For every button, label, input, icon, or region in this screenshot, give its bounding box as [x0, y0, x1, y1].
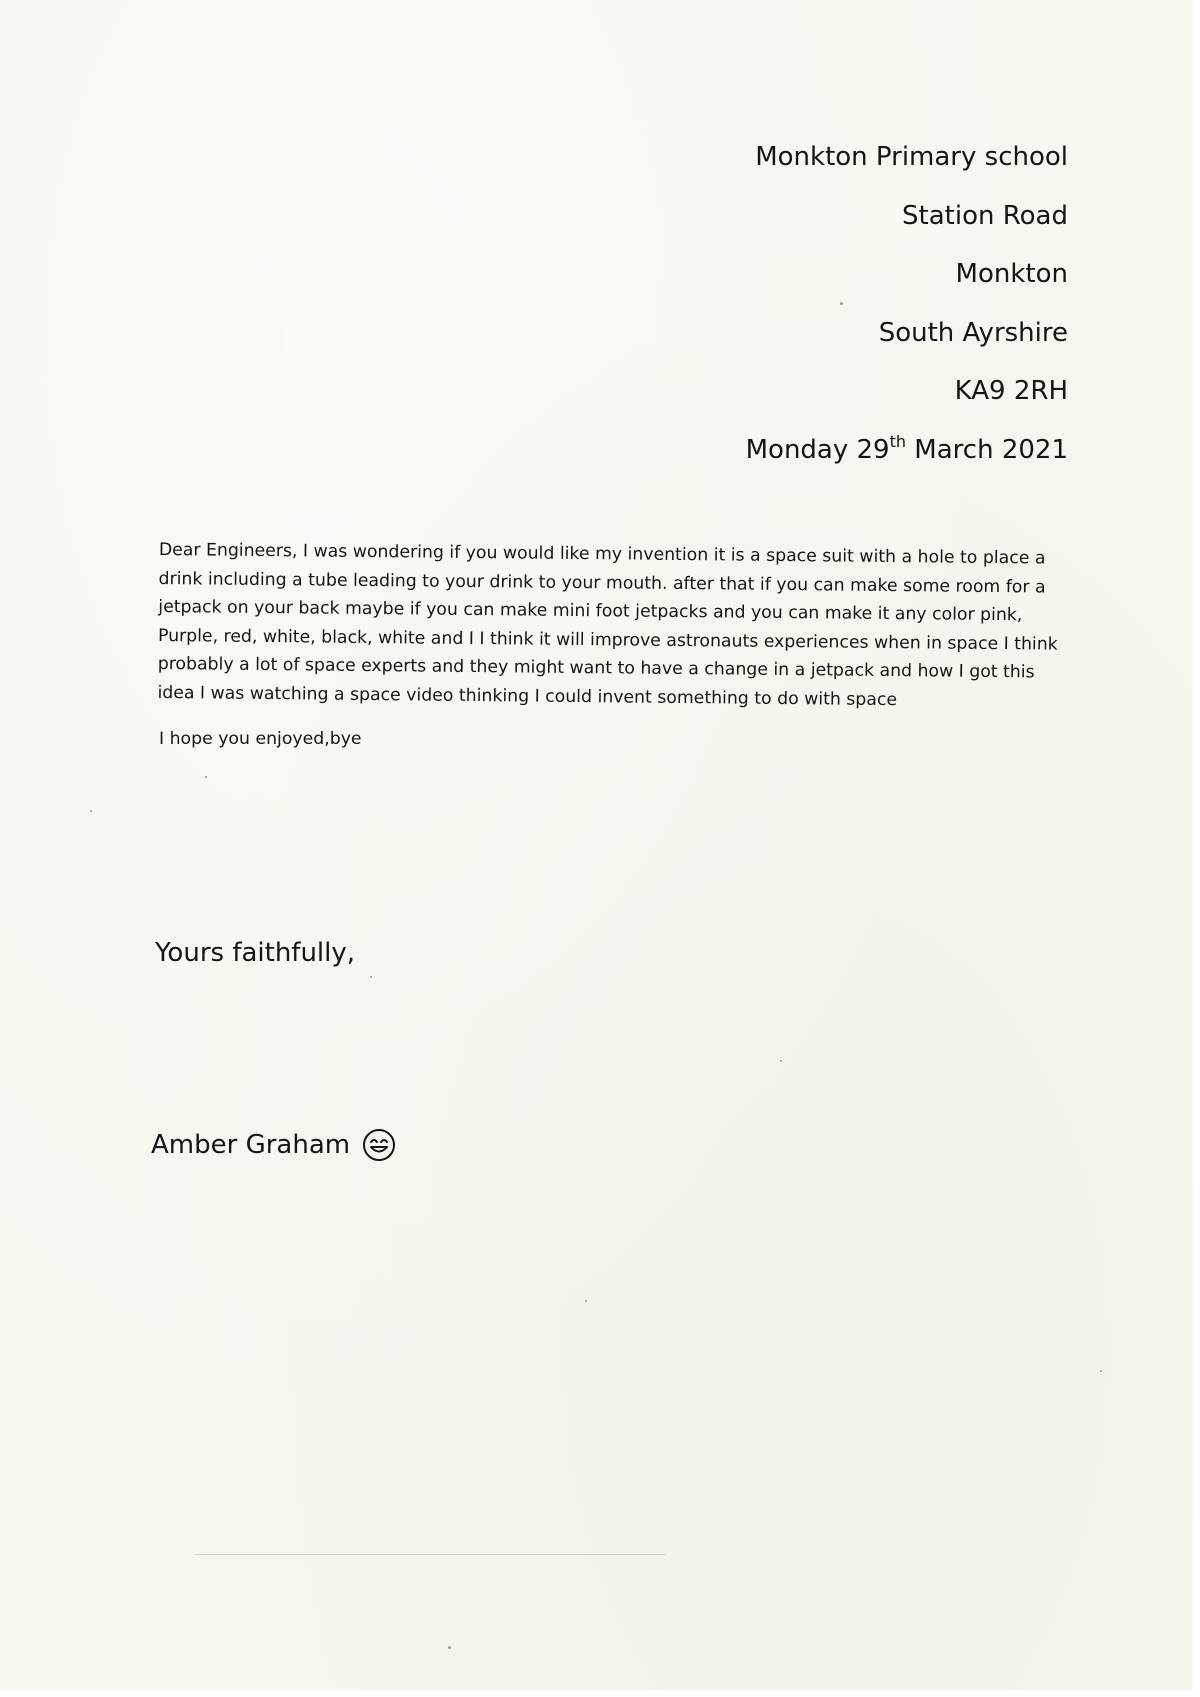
region-line: South Ayrshire: [878, 317, 1068, 348]
date-suffix: th: [889, 431, 907, 451]
date-rest: March 2021: [906, 434, 1068, 465]
signature-name: Amber Graham: [151, 1130, 351, 1160]
paper-speck: [780, 1060, 782, 1062]
paper-speck: [90, 810, 92, 812]
paper-speck: [840, 302, 843, 305]
letter-body: Dear Engineers, I was wondering if you would like my invention it is a space suit with a hole to place a drink including a tube leading to your drink to your mouth. after that if you can make some room for a jetpack on your back maybe if you can make mini foot jetpacks and you can make it any color pink, Purple, red, white, black, white and I I think it will improve astronauts experiences when in space I think probably a lot of space experts and they might want to have a change in a jetpack and how I got this idea I was watching a space video thinking I could invent something to do with space: [157, 539, 1058, 710]
town-line: Monkton: [955, 259, 1068, 290]
street-line: Station Road: [902, 200, 1068, 231]
date-day: Monday 29: [745, 434, 890, 465]
sender-address: [746, 128, 1068, 480]
paper-speck: [1100, 1370, 1102, 1372]
letter-date: [746, 421, 1068, 480]
paper-speck: [205, 776, 207, 778]
signoff: Yours faithfully,: [155, 938, 356, 968]
school-name: Monkton Primary school: [755, 142, 1068, 172]
paper-speck: [585, 1300, 587, 1302]
scan-edge-right: [1193, 0, 1200, 1697]
smiley-face-icon: [362, 1128, 396, 1162]
signature: [151, 1128, 396, 1162]
closing-line: I hope you enjoyed,bye: [159, 729, 362, 749]
postcode-line: KA9 2RH: [954, 376, 1068, 407]
paper-speck: [448, 1646, 451, 1649]
paper-speck: [370, 976, 372, 978]
faint-paper-line: [195, 1554, 665, 1555]
scan-edge-bottom: [0, 1690, 1200, 1697]
